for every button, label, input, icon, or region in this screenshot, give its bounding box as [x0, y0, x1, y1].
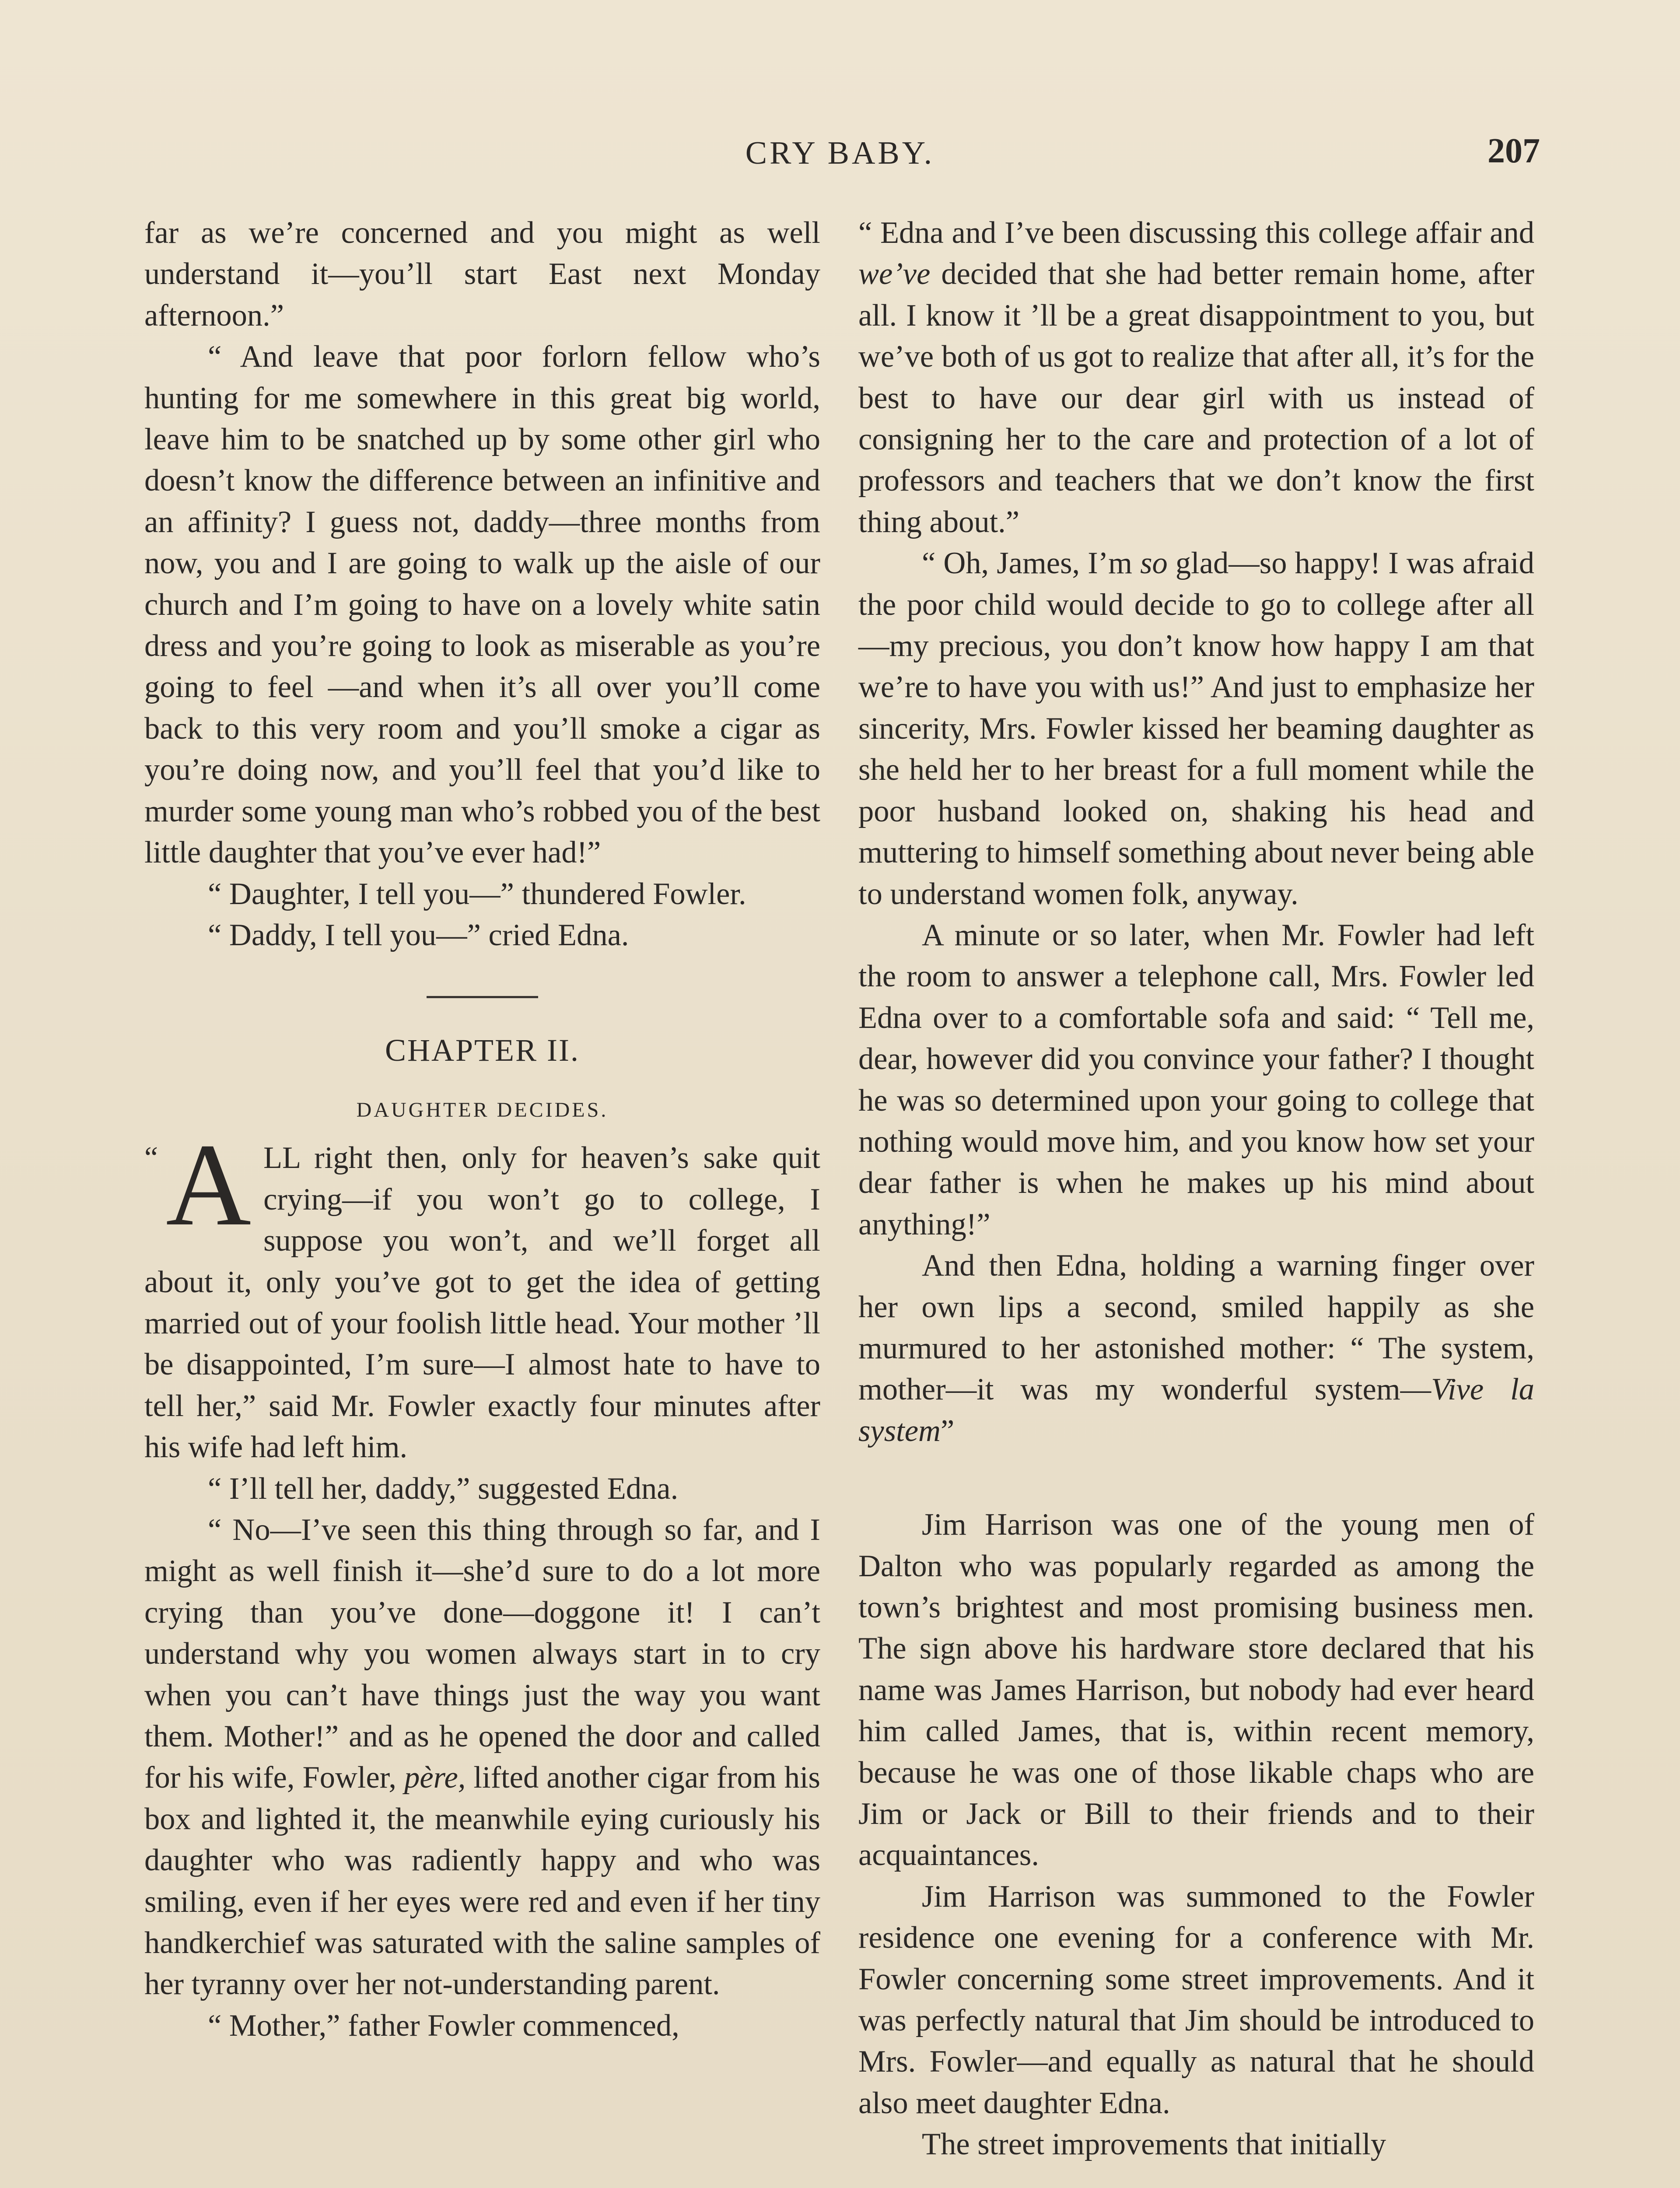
paragraph — [858, 1245, 1534, 1452]
paragraph: “ Daddy, I tell you—” cried Edna. — [208, 918, 629, 952]
paragraph-text: “ Edna and I’ve been discussing this college affair and — [858, 216, 1534, 250]
paragraph — [858, 212, 1534, 543]
paragraph-text: lifted another cigar from his box and lighted it, the meanwhile eying curiously his daughter who was radiently happy and who was smiling, even if her eyes were red and even if her tiny handkerchief was saturated with the saline samples of her tyranny over her not-understanding parent. — [144, 1760, 820, 2002]
italic-word: we’ve — [858, 257, 931, 291]
paragraph: “ I’ll tell her, daddy,” suggested Edna. — [208, 1471, 679, 1506]
paragraph-text: ” — [940, 1413, 955, 1448]
paragraph: far as we’re concerned and you might as well understand it—you’ll start East next Monday afternoon.” — [144, 216, 820, 333]
drop-cap-letter: A — [166, 1119, 252, 1251]
paragraph-text: decided that she had better remain home, after all. I know it ’ll be a great disappointment to you, but we’ve both of us got to realize that after all, it’s for the best to have our dear girl with us instead of consigning her to the care and protection of a lot of professors and teachers that we don’t know the first thing about.” — [858, 257, 1534, 539]
paragraph-text: “ No—I’ve seen this thing through so far, and I might as well finish it—she’d sure to do a lot more crying than you’ve done—doggone it! I can’t understand why you women always start in to cry when you can’t have things just the way you want them. Mother!” and as he opened the door and called for his wife, Fowler, — [144, 1512, 820, 1795]
opening-quote-mark: “ — [144, 1141, 158, 1175]
paragraph-text: “ Oh, James, I’m — [922, 546, 1133, 581]
paragraph: “ And leave that poor forlorn fellow who’s hunting for me somewhere in this great big world, leave him to be snatched up by some other girl who doesn’t know the difference between an infinitive and an affinity? I guess not, daddy—three months from now, you and I are going to walk up the aisle of our church and I’m going to have on a lovely white satin dress and you’re going to look as miserable as you’re going to feel —and when it’s all over you’ll come back to this very room and you’ll smoke a cigar as you’re doing now, and you’ll feel that you’d like to murder some young man who’s robbed you of the best little daughter that you’ve ever had!” — [144, 340, 820, 870]
running-header-title: CRY BABY. — [745, 135, 935, 171]
italic-word: père, — [404, 1760, 466, 1795]
italic-word: so — [1140, 546, 1168, 581]
paragraph: “ Daughter, I tell you—” thundered Fowler. — [208, 877, 746, 911]
paragraph: Jim Harrison was summoned to the Fowler residence one evening for a conference with Mr. Fowler concerning some street improvements. And it was perfectly natural that Jim should be introduced to Mrs. Fowler—and equally as natural that he should also meet daughter Edna. — [858, 1879, 1534, 2120]
paragraph: Jim Harrison was one of the young men of Dalton who was popularly regarded as among the town’s brightest and most promising business men. The sign above his hardware store declared that his name was James Harrison, but nobody had ever heard him called James, that is, within recent memory, because he was one of those likable chaps who are Jim or Jack or Bill to their friends and to their acquaintances. — [858, 1508, 1534, 1872]
page-number: 207 — [1488, 132, 1540, 170]
paragraph: “ Mother,” father Fowler commenced, — [208, 2008, 679, 2043]
chapter-opening-paragraph — [144, 1119, 820, 1468]
chapter-subtitle: DAUGHTER DECIDES. — [356, 1098, 609, 1122]
chapter-title: CHAPTER II. — [385, 1033, 580, 1068]
paragraph: A minute or so later, when Mr. Fowler had left the room to answer a telephone call, Mrs. Fowler led Edna over to a comfortable sofa and said: “ Tell me, dear, however did you convince your father? I thought he was so determined upon your going to college that nothing would move him, and you know how set your dear father is when he makes up his mind about anything!” — [858, 918, 1534, 1241]
paragraph — [858, 543, 1534, 915]
paragraph-text: LL right then, only for heaven’s sake quit crying—if you won’t go to college, I suppose you won’t, and we’ll forget all about it, only you’ve got to get the idea of getting married out of your foolish little head. Your mother ’ll be disappointed, I’m sure—I almost hate to have to tell her,” said Mr. Fowler exactly four minutes after his wife had left him. — [144, 1141, 820, 1465]
italic-phrase: Vive la system — [858, 1372, 1534, 1448]
right-column — [858, 212, 1534, 2165]
paragraph-text: glad—so happy! I was afraid the poor child would decide to go to college after all—my precious, you don’t know how happy I am that we’re to have you with us!” And just to emphasize her sincerity, Mrs. Fowler kissed her beaming daughter as she held her to her breast for a full moment while the poor husband looked on, shaking his head and muttering to himself something about never being able to understand women folk, anyway. — [858, 546, 1535, 911]
left-column — [144, 212, 820, 2046]
section-divider — [427, 996, 538, 998]
paragraph-text: And then Edna, holding a warning finger over her own lips a second, smiled happily as she murmured to her astonished mother: “ The system, mother—it was my wonderful system— — [858, 1248, 1534, 1407]
paragraph: The street improvements that initially — [922, 2127, 1386, 2162]
section-break — [858, 1452, 1534, 1504]
paragraph — [144, 1509, 820, 2005]
